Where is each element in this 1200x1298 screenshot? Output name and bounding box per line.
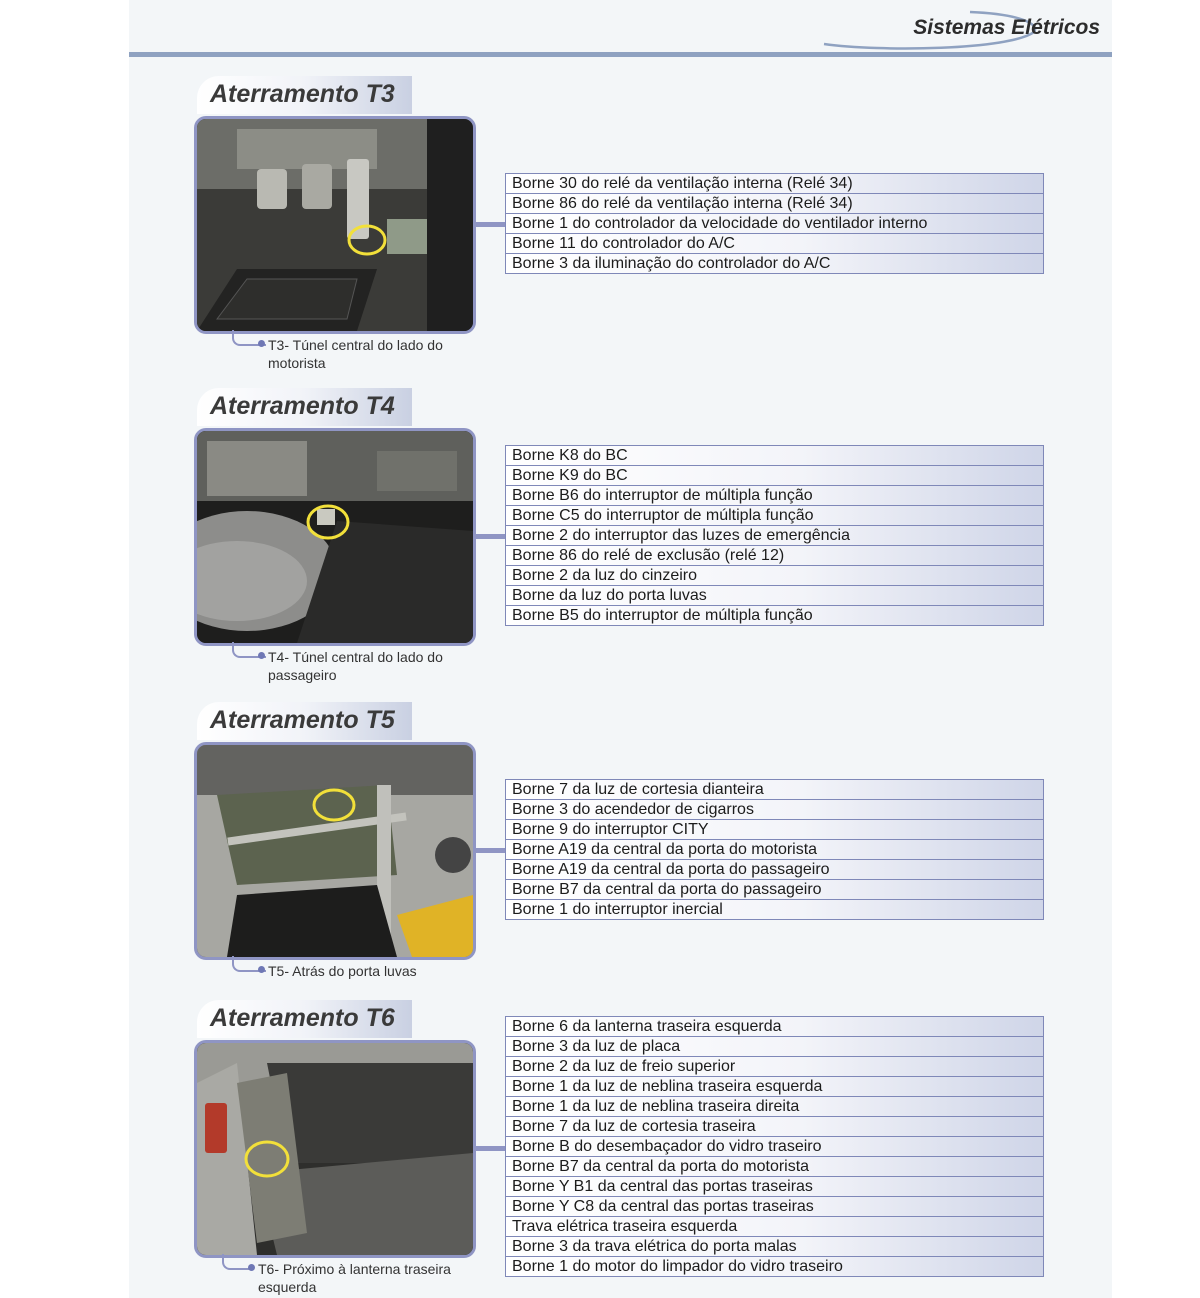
section-title-box	[197, 388, 412, 426]
table-row: Borne 3 do acendedor de cigarros	[506, 799, 1043, 819]
table-row: Borne 2 da luz do cinzeiro	[506, 565, 1043, 585]
caption-line: passageiro	[268, 667, 337, 683]
ground-points-table-t6	[505, 1016, 1044, 1277]
table-row: Borne da luz do porta luvas	[506, 585, 1043, 605]
section-title: Aterramento T3	[210, 80, 395, 108]
caption-line: T3- Túnel central do lado do	[268, 337, 443, 353]
table-row: Borne 86 do relé da ventilação interna (Relé 34)	[506, 193, 1043, 213]
ground-points-table-t4	[505, 445, 1044, 626]
header-rule	[129, 52, 1112, 57]
table-row: Trava elétrica traseira esquerda	[506, 1216, 1043, 1236]
caption-dot	[258, 652, 265, 659]
section-title-box	[197, 1000, 412, 1038]
photo-t3	[194, 116, 476, 334]
table-row: Borne 1 da luz de neblina traseira esquerda	[506, 1076, 1043, 1096]
caption-line: T5- Atrás do porta luvas	[268, 963, 417, 979]
table-row: Borne 1 do controlador da velocidade do ventilador interno	[506, 213, 1043, 233]
table-row: Borne 1 do motor do limpador do vidro traseiro	[506, 1256, 1043, 1276]
table-row: Borne Y C8 da central das portas traseiras	[506, 1196, 1043, 1216]
table-row: Borne 11 do controlador do A/C	[506, 233, 1043, 253]
photo-caption	[258, 1260, 451, 1296]
table-row: Borne 1 do interruptor inercial	[506, 899, 1043, 919]
table-row: Borne A19 da central da porta do passageiro	[506, 859, 1043, 879]
table-connector	[476, 222, 506, 227]
caption-dot	[258, 340, 265, 347]
section-title-box	[197, 702, 412, 740]
table-row: Borne K8 do BC	[506, 446, 1043, 465]
photo-t4	[194, 428, 476, 646]
table-row: Borne C5 do interruptor de múltipla função	[506, 505, 1043, 525]
section-title-box	[197, 76, 412, 114]
caption-dot	[248, 1264, 255, 1271]
table-row: Borne 9 do interruptor CITY	[506, 819, 1043, 839]
table-row: Borne K9 do BC	[506, 465, 1043, 485]
table-row: Borne 6 da lanterna traseira esquerda	[506, 1017, 1043, 1036]
table-row: Borne 7 da luz de cortesia dianteira	[506, 780, 1043, 799]
table-row: Borne 1 da luz de neblina traseira direita	[506, 1096, 1043, 1116]
table-connector	[476, 534, 506, 539]
photo-t5	[194, 742, 476, 960]
caption-line: esquerda	[258, 1279, 317, 1295]
ground-points-table-t3	[505, 173, 1044, 274]
table-row: Borne B6 do interruptor de múltipla função	[506, 485, 1043, 505]
caption-line: motorista	[268, 355, 326, 371]
caption-line: T6- Próximo à lanterna traseira	[258, 1261, 451, 1277]
caption-dot	[258, 966, 265, 973]
table-row: Borne 7 da luz de cortesia traseira	[506, 1116, 1043, 1136]
table-row: Borne B7 da central da porta do passageiro	[506, 879, 1043, 899]
table-row: Borne 3 da luz de placa	[506, 1036, 1043, 1056]
table-row: Borne 3 da iluminação do controlador do A/C	[506, 253, 1043, 273]
photo-caption	[268, 336, 443, 372]
caption-line: T4- Túnel central do lado do	[268, 649, 443, 665]
photo-caption	[268, 648, 443, 684]
section-title: Aterramento T4	[210, 392, 395, 420]
table-row: Borne B7 da central da porta do motorista	[506, 1156, 1043, 1176]
photo-caption	[268, 962, 417, 980]
section-title: Aterramento T5	[210, 706, 395, 734]
section-title: Aterramento T6	[210, 1004, 395, 1032]
table-row: Borne B5 do interruptor de múltipla função	[506, 605, 1043, 625]
header-title: Sistemas Elétricos	[913, 16, 1100, 39]
table-row: Borne Y B1 da central das portas traseiras	[506, 1176, 1043, 1196]
table-row: Borne 2 do interruptor das luzes de emergência	[506, 525, 1043, 545]
table-connector	[476, 848, 506, 853]
table-row: Borne 86 do relé de exclusão (relé 12)	[506, 545, 1043, 565]
table-row: Borne 30 do relé da ventilação interna (Relé 34)	[506, 174, 1043, 193]
table-row: Borne 2 da luz de freio superior	[506, 1056, 1043, 1076]
table-row: Borne 3 da trava elétrica do porta malas	[506, 1236, 1043, 1256]
table-row: Borne B do desembaçador do vidro traseiro	[506, 1136, 1043, 1156]
table-row: Borne A19 da central da porta do motorista	[506, 839, 1043, 859]
photo-t6	[194, 1040, 476, 1258]
ground-points-table-t5	[505, 779, 1044, 920]
table-connector	[476, 1146, 506, 1151]
